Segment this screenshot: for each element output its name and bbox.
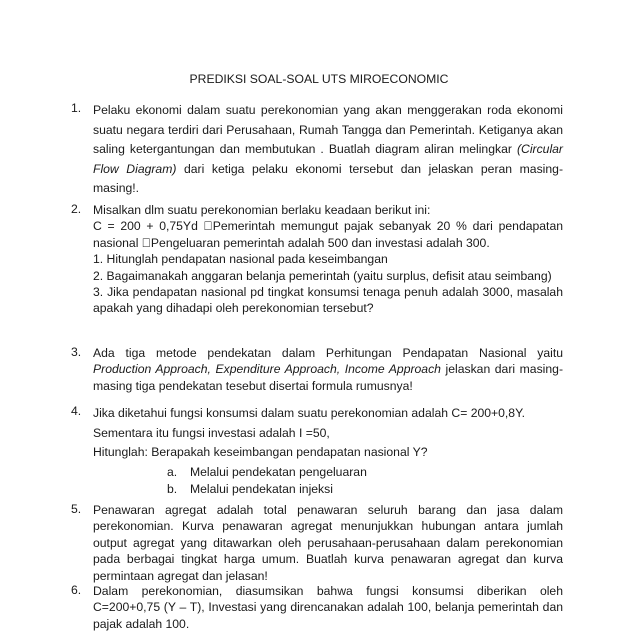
- question-intro: Misalkan dlm suatu perekonomian berlaku keadaan berikut ini:: [93, 203, 431, 217]
- question-body: C = 200 + 0,75Yd Pemerintah memungut pajak sebanyak 20 % dari pendapatan nasional Pengeluaran pemerintah adalah 500 dan investasi adalah 300.: [93, 219, 563, 250]
- document-title: PREDIKSI SOAL-SOAL UTS MIROECONOMIC: [189, 72, 449, 86]
- question-number: 6.: [71, 583, 82, 597]
- sub-question-3: 3. Jika pendapatan nasional pd tingkat konsumsi tenaga penuh adalah 3000, masalah apakah yang dihadapi oleh perekonomian tersebut?: [93, 285, 563, 316]
- sub-question-1: 1. Hitunglah pendapatan nasional pada keseimbangan: [93, 252, 388, 267]
- question-text: Dalam perekonomian, diasumsikan bahwa fungsi konsumsi diberikan oleh C=200+0,75 (Y – T), Investasi yang direncanakan adalah 100, belanja pemerintah dan pajak adalah 100.: [93, 584, 563, 631]
- question-number: 1.: [71, 101, 82, 115]
- question-1: [71, 101, 563, 199]
- sub-question-2: 2. Bagaimanakah anggaran belanja pemerintah (yaitu surplus, defisit atau seimbang): [93, 268, 552, 283]
- option-b: [93, 480, 563, 498]
- question-line-2: Sementara itu fungsi investasi adalah I =50,: [93, 425, 330, 440]
- option-label: a.: [167, 464, 178, 479]
- question-3: [71, 345, 564, 394]
- question-4: [71, 404, 563, 498]
- option-text: Melalui pendekatan pengeluaran: [190, 464, 367, 479]
- question-number: 3.: [71, 345, 82, 359]
- question-6: [71, 583, 563, 632]
- option-text: Melalui pendekatan injeksi: [190, 482, 333, 496]
- option-a: [93, 463, 563, 481]
- question-line-1: Jika diketahui fungsi konsumsi dalam suatu perekonomian adalah C= 200+0,8Y.: [93, 406, 526, 420]
- question-number: 2.: [71, 202, 82, 216]
- question-5: [71, 502, 563, 584]
- question-text: Pelaku ekonomi dalam suatu perekonomian yang akan menggerakan roda ekonomi suatu negara terdiri dari Perusahaan, Rumah Tangga dan Pemerintah. Ketiganya akan saling ketergantungan dan membutukan . Buatlah diagram aliran melingkar (Circular Flow Diagram) dari ketiga pelaku ekonomi tersebut dan jelaskan peran masing-masing!.: [93, 103, 563, 195]
- question-text: Penawaran agregat adalah total penawaran seluruh barang dan jasa dalam perekonomian. Kurva penawaran agregat menunjukkan hubungan antara jumlah output agregat yang ditawarkan oleh perusahaan-perusahaan dalam perekonomian pada berbagai tingkat harga umum. Buatlah kurva penawaran agregat dan kurva permintaan agregat dan jelasan!: [93, 503, 563, 583]
- question-2: [71, 202, 563, 317]
- question-number: 5.: [71, 502, 82, 516]
- question-number: 4.: [71, 404, 82, 418]
- question-line-3: Hitunglah: Berapakah keseimbangan pendapatan nasional Y?: [93, 445, 428, 459]
- question-text: Ada tiga metode pendekatan dalam Perhitungan Pendapatan Nasional yaitu Production Approach, Expenditure Approach, Income Approach jelaskan dari masing-masing tiga pendekatan tesebut disertai formula rumusnya!: [93, 346, 564, 393]
- option-label: b.: [167, 482, 178, 496]
